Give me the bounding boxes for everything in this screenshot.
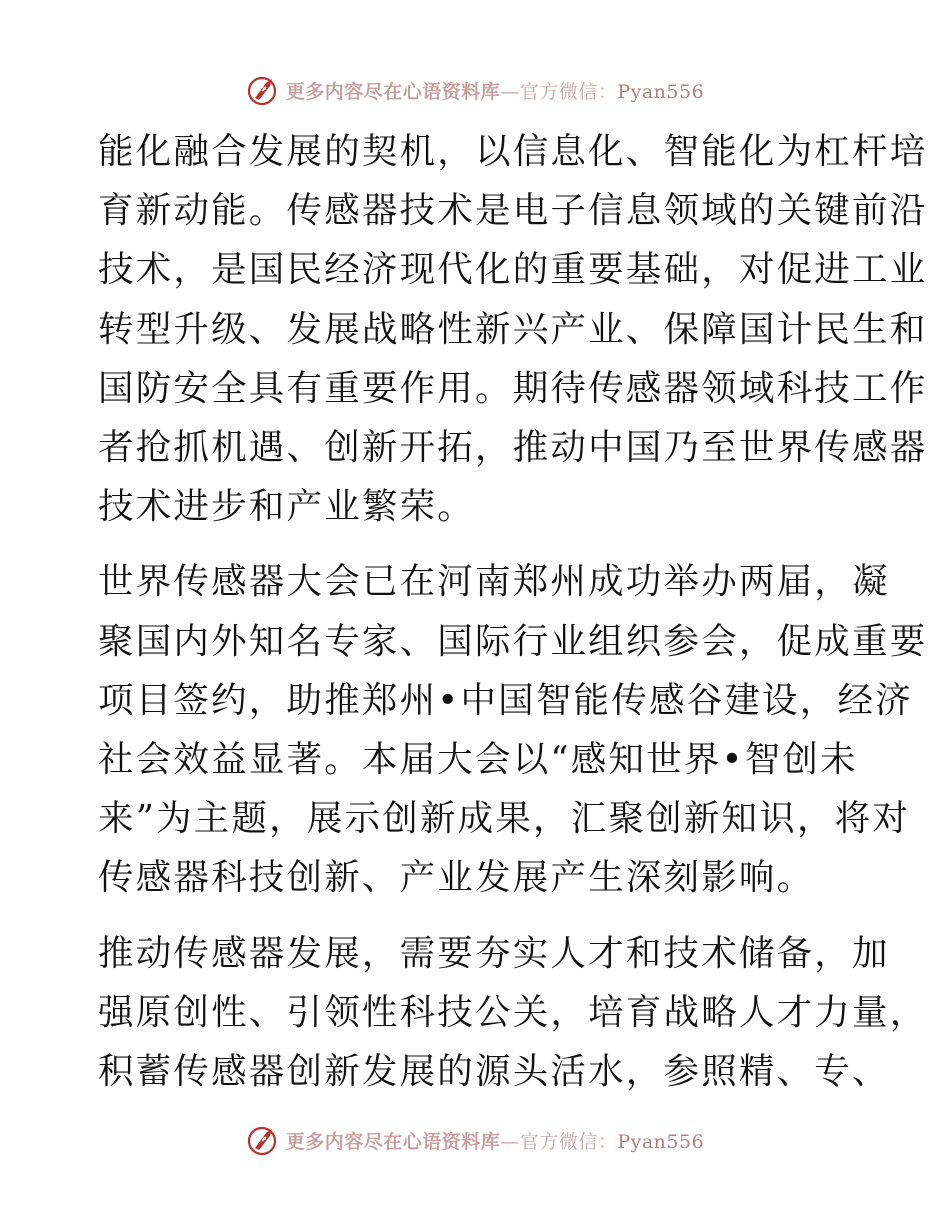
paragraph-1 [98,122,928,536]
footer-wechat-label: 官方微信： [519,1130,618,1153]
paragraph-line: 育新动能。传感器技术是电子信息领域的关键前沿 [98,190,928,232]
footer-separator: — [500,1130,520,1153]
paragraph-line: 强原创性、引领性科技公关，培育战略人才力量， [98,991,928,1033]
paragraph-spacer [98,536,858,552]
paragraph-line: 推动传感器发展，需要夯实人才和技术储备，加 [98,932,890,974]
paragraph-line: 世界传感器大会已在河南郑州成功举办两届，凝 [98,561,890,603]
paragraph-spacer [98,908,858,924]
document-body [98,122,928,1101]
header-wechat-label: 官方微信： [519,80,618,103]
paragraph-line: 积蓄传感器创新发展的源头活水，参照精、专、 [98,1051,890,1093]
header-brand-text: 更多内容尽在心语资料库 [285,80,501,103]
footer-wechat-id: Pyan556 [617,1130,705,1153]
footer-watermark-banner [0,1120,950,1160]
paragraph-line: 项目签约，助推郑州•中国智能传感谷建设，经济 [98,679,913,721]
header-watermark-text [286,77,704,104]
footer-brand-text: 更多内容尽在心语资料库 [285,1130,501,1153]
paragraph-line: 聚国内外知名专家、国际行业组织参会，促成重要 [98,620,928,662]
paragraph-line: 来”为主题，展示创新成果，汇聚创新知识，将对 [98,798,911,840]
paragraph-line: 者抢抓机遇、创新开拓，推动中国乃至世界传感器 [98,427,928,469]
header-watermark-inner [246,73,704,107]
header-separator: — [500,80,520,103]
pen-nib-logo-icon [246,73,280,107]
footer-watermark-text [286,1127,704,1154]
footer-watermark-inner [246,1123,704,1157]
pen-nib-logo-icon [246,1123,280,1157]
paragraph-line: 国防安全具有重要作用。期待传感器领域科技工作 [98,367,928,409]
paragraph-line: 转型升级、发展战略性新兴产业、保障国计民生和 [98,308,928,350]
paragraph-2 [98,552,928,907]
header-wechat-id: Pyan556 [617,80,705,103]
paragraph-line: 传感器科技创新、产业发展产生深刻影响。 [98,857,815,899]
paragraph-3 [98,924,928,1102]
paragraph-line: 技术进步和产业繁荣。 [98,486,476,528]
paragraph-line: 技术，是国民经济现代化的重要基础，对促进工业 [98,249,928,291]
paragraph-line: 能化融合发展的契机，以信息化、智能化为杠杆培 [98,131,928,172]
header-watermark-banner [0,70,950,110]
paragraph-line: 社会效益显著。本届大会以“感知世界•智创未 [98,739,858,781]
